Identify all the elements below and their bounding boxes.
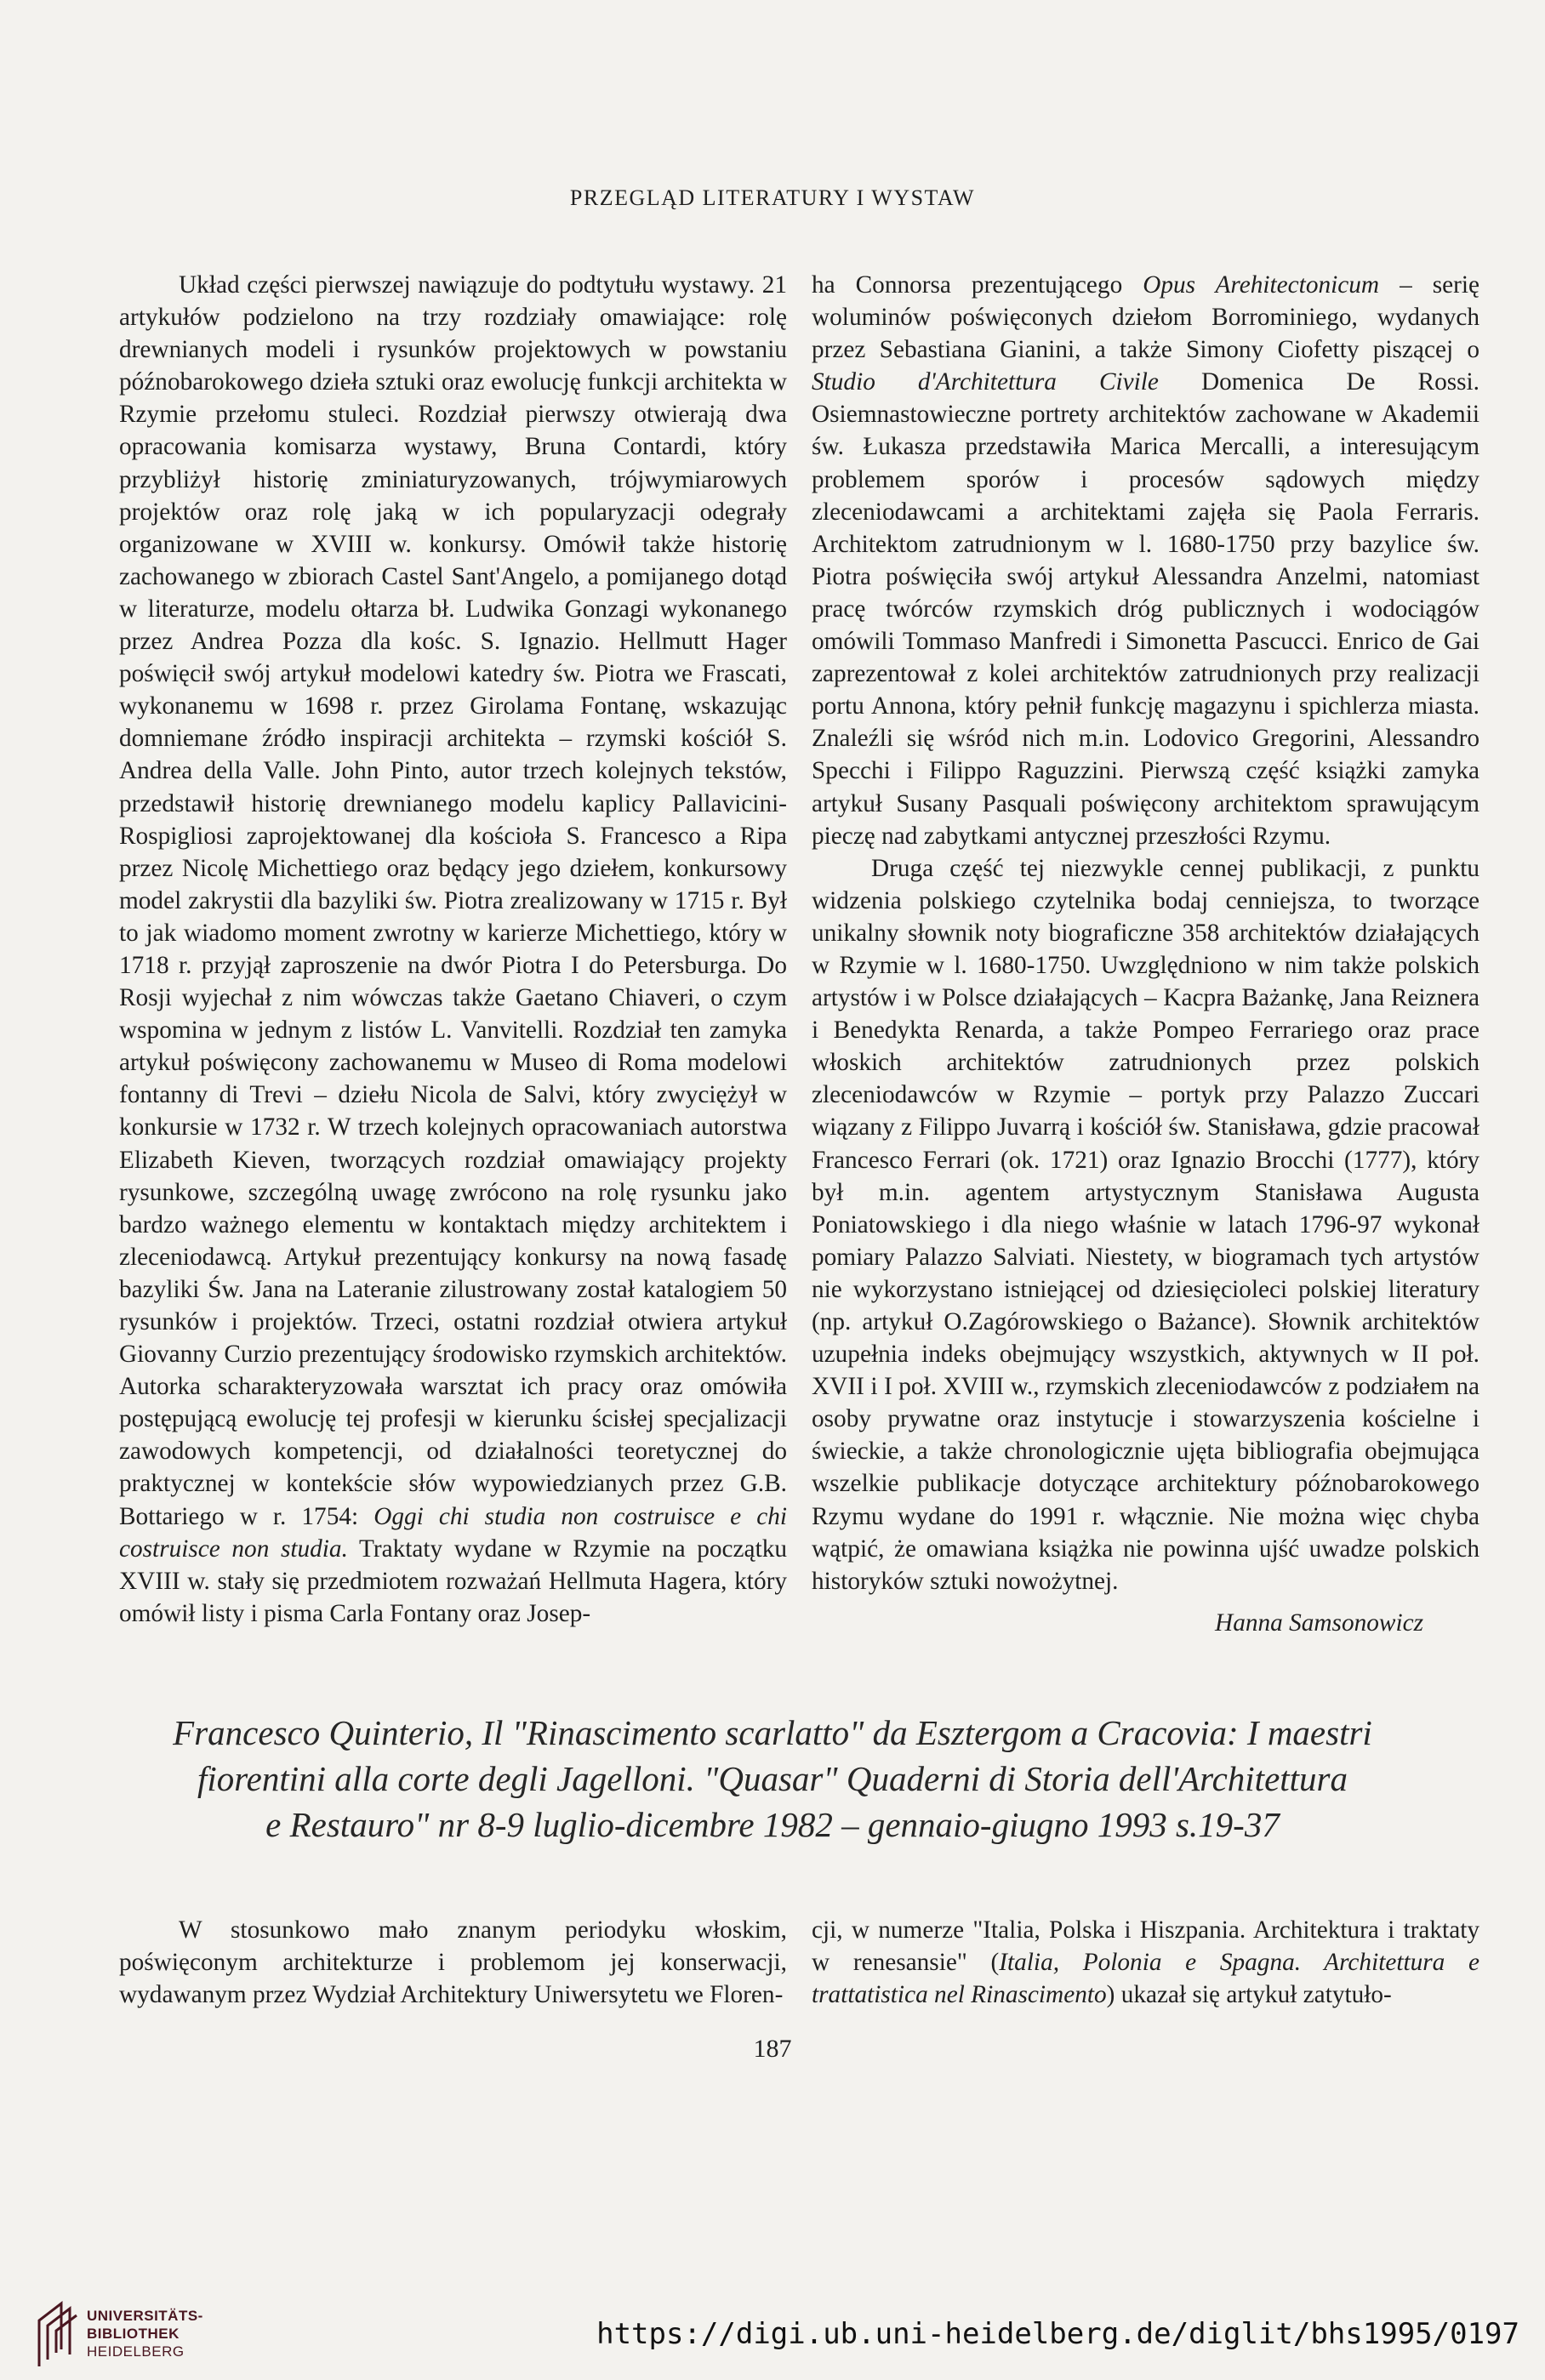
review-heading-line: Francesco Quinterio, Il "Rinascimento scarlatto" da Esztergom a Cracovia: I maestri: [173, 1713, 1372, 1752]
logo-line: UNIVERSITÄTS-: [87, 2308, 203, 2324]
left-paragraph: [119, 269, 787, 1630]
permalink-url[interactable]: https://digi.ub.uni-heidelberg.de/diglit/bhs1995/0197: [596, 2317, 1519, 2351]
right-bottom-text-a: cji, w numerze "Italia, Polska i Hiszpania. Architektura i traktaty w renesansie" (: [812, 1916, 1479, 1977]
left-quote: Oggi chi studia non costruisce e chi costruisce non studia.: [119, 1502, 787, 1563]
right-column-top: [812, 269, 1479, 1597]
right-text-a: ha Connorsa prezentującego: [812, 271, 1143, 299]
right-bottom-text-b: ) ukazał się artykuł zatytuło-: [1106, 1981, 1392, 2009]
right-paragraph-2: Druga część tej niezwykle cennej publikacji, z punktu widzenia polskiego czytelnika bodaj cenniejsza, to tworzące unikalny słownik noty biograficzne 358 architektów działających w Rzymie w l. 1680-1750. Uwzględniono w nim także polskich artystów i w Polsce działających – Kacpra Bażankę, Jana Reiznera i Benedykta Renarda, a także Pompeo Ferrariego oraz prace włoskich architektów zatrudnionych przez polskich zleceniodawców w Rzymie – portyk przy Palazzo Zuccari wiązany z Filippo Juvarrą i kościół św. Stanisława, gdzie pracował Francesco Ferrari (ok. 1721) oraz Ignazio Brocchi (1777), który był m.in. agentem artystycznym Stanisława Augusta Poniatowskiego i dla niego właśnie w latach 1796-97 wykonał pomiary Palazzo Salviati. Niestety, w biogramach tych artystów nie wykorzystano istniejącej od dziesięcioleci polskiej literatury (np. artykuł O.Zagórowskiego o Bażance). Słownik architektów uzupełnia indeks obejmujący wszystkich, aktywnych w II poł. XVII i I poł. XVIII w., rzymskich zleceniodawców z podziałem na osoby prywatne oraz instytucje i stowarzyszenia kościelne i świeckie, a także chronologicznie ujęta bibliografia obejmująca wszelkie publikacje dotyczące architektury późnobarokowego Rzymu wydane do 1991 r. włącznie. Nie można więc chyba wątpić, że omawiana książka nie powinna ujść uwadze polskich historyków sztuki nowożytnej.: [812, 854, 1479, 1595]
logo-line: BIBLIOTHEK: [87, 2326, 180, 2342]
right-text-b: – serię woluminów poświęconych dziełom Borrominiego, wydanych przez Sebastiana Gianini, a także Simony Ciofetty piszącej o: [812, 271, 1480, 364]
library-logo-text: [87, 2307, 203, 2360]
running-head: PRZEGLĄD LITERATURY I WYSTAW: [569, 185, 976, 210]
left-text-b: Traktaty wydane w Rzymie na początku XVIII w. stały się przedmiotem rozważań Hellmuta Hagera, który omówił listy i pisma Carla Fontany oraz Josep-: [119, 1534, 787, 1627]
logo-line: HEIDELBERG: [87, 2343, 185, 2360]
review-heading-line: fiorentini alla corte degli Jagelloni. "Quasar" Quaderni di Storia dell'Architettura: [197, 1759, 1348, 1798]
left-column-bottom: [119, 1914, 787, 2011]
review-heading-line: e Restauro" nr 8-9 luglio-dicembre 1982 – gennaio-giugno 1993 s.19-37: [265, 1805, 1280, 1844]
right-title-2: Studio d'Architettura Civile: [812, 368, 1159, 396]
author-signature: Hanna Samsonowicz: [1215, 1609, 1423, 1637]
right-bottom-paragraph: [812, 1914, 1479, 2011]
right-text-c: Domenica De Rossi. Osiemnastowieczne portrety architektów zachowane w Akademii św. Łukasza przedstawiła Marica Mercalli, a interesującym problemem sporów i procesów sądowych między zleceniodawcami a architektami zajęła się Paola Ferraris. Architektom zatrudnionym w l. 1680-1750 przy bazylice św. Piotra poświęciła swój artykuł Alessandra Anzelmi, natomiast pracę twórców rzymskich dróg publicznych i wodociągów omówili Tommaso Manfredi i Simonetta Pascucci. Enrico de Gai zaprezentował z kolei architektów zatrudnionych przy realizacji portu Annona, który pełnił funkcję magazynu i spichlerza miasta. Znaleźli się wśród nich m.in. Lodovico Gregorini, Alessandro Specchi i Filippo Raguzzini. Pierwszą część książki zamyka artykuł Susany Pasquali poświęcony architektom sprawującym pieczę nad zabytkami antycznej przeszłości Rzymu.: [812, 368, 1479, 850]
page-number: 187: [753, 2035, 792, 2063]
left-bottom-paragraph: W stosunkowo mało znanym periodyku włoskim, poświęconym architekturze i problemom jej konserwacji, wydawanym przez Wydział Architektury Uniwersytetu we Floren-: [119, 1916, 787, 2009]
library-logo-icon: [36, 2300, 80, 2368]
right-paragraph-1: [812, 269, 1479, 852]
right-title-1: Opus Arehitectonicum: [1143, 271, 1380, 299]
left-column-top: [119, 269, 787, 1630]
right-column-bottom: [812, 1914, 1479, 2011]
right-bottom-title: Italia, Polonia e Spagna. Architettura e trattatistica nel Rinascimento: [812, 1949, 1480, 2009]
left-text-a: Układ części pierwszej nawiązuje do podtytułu wystawy. 21 artykułów podzielono na trzy rozdziały omawiające: rolę drewnianych modeli i rysunków projektowych w powstaniu późnobarokowego dzieła sztuki oraz ewolucję funkcji architekta w Rzymie przełomu stuleci. Rozdział pierwszy otwierają dwa opracowania komisarza wystawy, Bruna Contardi, który przybliżył historię zminiaturyzowanych, trójwymiarowych projektów oraz rolę jaką w ich popularyzacji odegrały organizowane w XVIII w. konkursy. Omówił także historię zachowanego w zbiorach Castel Sant'Angelo, a pomijanego dotąd w literaturze, modelu ołtarza bł. Ludwika Gonzagi wykonanego przez Andrea Pozza dla kośc. S. Ignazio. Hellmutt Hager poświęcił swój artykuł modelowi katedry św. Piotra we Frascati, wykonanemu w 1698 r. przez Girolama Fontanę, wskazując domniemane źródło inspiracji architekta – rzymski kościół S. Andrea della Valle. John Pinto, autor trzech kolejnych tekstów, przedstawił historię drewnianego modelu kaplicy Pallavicini-Rospigliosi zaprojektowanej dla kościoła S. Francesco a Ripa przez Nicolę Michettiego oraz będący jego dziełem, konkursowy model zakrystii dla bazyliki św. Piotra zrealizowany w 1715 r. Był to jak wiadomo moment zwrotny w karierze Michettiego, który w 1718 r. przyjął zaproszenie na dwór Piotra I do Petersburga. Do Rosji wyjechał z nim wówczas także Gaetano Chiaveri, o czym wspomina w jednym z listów L. Vanvitelli. Rozdział ten zamyka artykuł poświęcony zachowanemu w Museo di Roma modelowi fontanny di Trevi – dziełu Nicola de Salvi, który zwyciężył w konkursie w 1732 r. W trzech kolejnych opracowaniach autorstwa Elizabeth Kieven, tworzących rozdział omawiający projekty rysunkowe, szczególną uwagę zwrócono na rolę rysunku jako bardzo ważnego elementu w kontaktach między architektem i zleceniodawcą. Artykuł prezentujący konkursy na nową fasadę bazyliki Św. Jana na Lateranie zilustrowany został katalogiem 50 rysunków i projektów. Trzeci, ostatni rozdział otwiera artykuł Giovanny Curzio prezentujący środowisko rzymskich architektów. Autorka scharakteryzowała warsztat ich pracy oraz omówiła postępującą ewolucję tej profesji w kierunku ścisłej specjalizacji zawodowych kompetencji, od działalności teoretycznej do praktycznej w kontekście słów wypowiedzianych przez G.B. Bottariego w r. 1754:: [119, 271, 787, 1530]
review-heading: [111, 1710, 1434, 1848]
